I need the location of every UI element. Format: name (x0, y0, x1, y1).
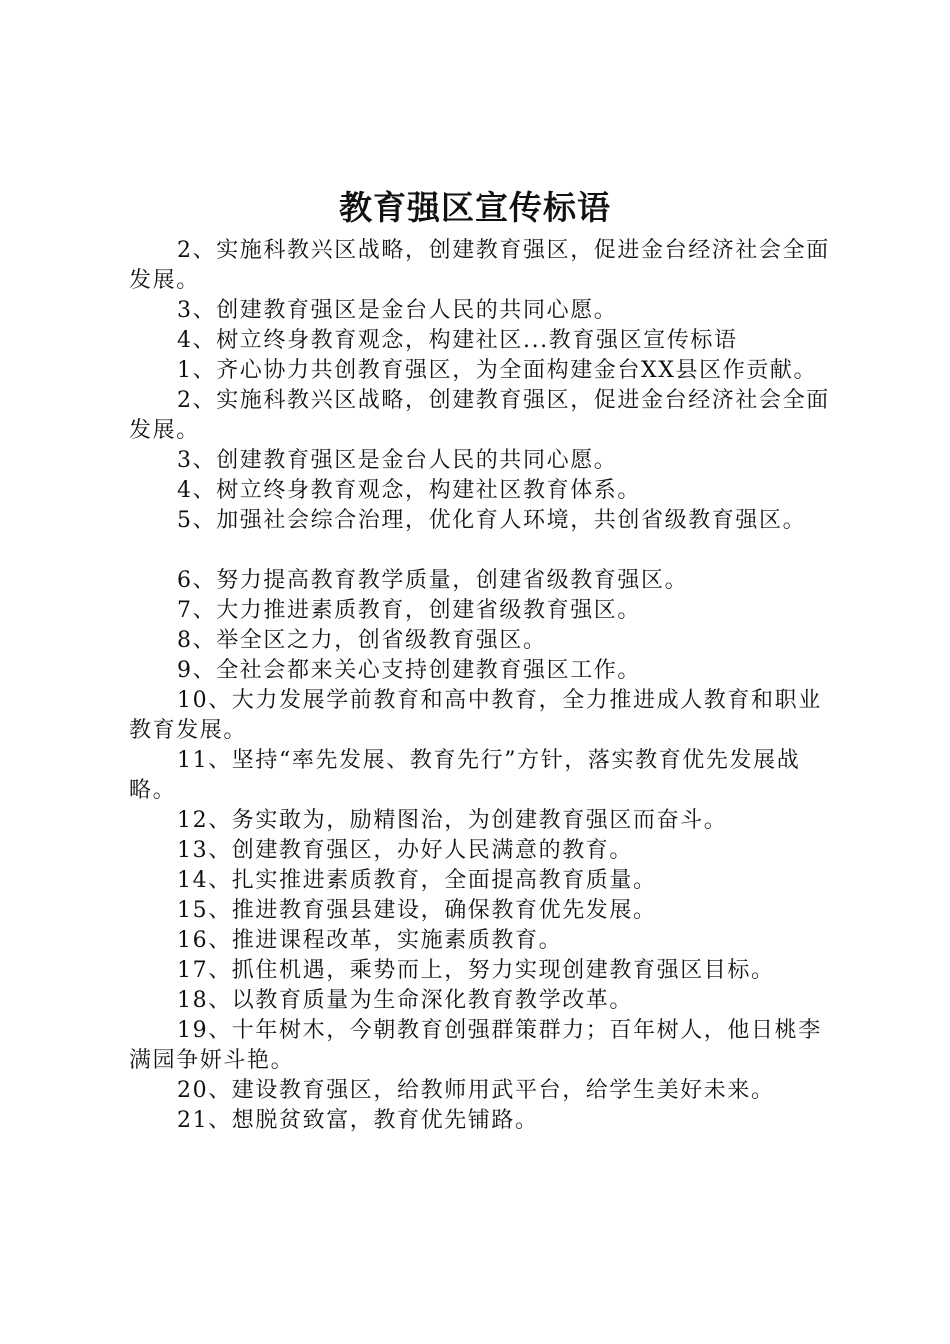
paragraph: 21、想脱贫致富，教育优先铺路。 (177, 1108, 539, 1133)
paragraph: 7、大力推进素质教育，创建省级教育强区。 (177, 598, 641, 623)
paragraph: 12、务实敢为，励精图治，为创建教育强区而奋斗。 (177, 808, 728, 833)
paragraph: 5、加强社会综合治理，优化育人环境，共创省级教育强区。 (177, 508, 807, 533)
paragraph: 2、实施科教兴区战略，创建教育强区，促进金台经济社会全面发展。 (129, 238, 830, 293)
paragraph: 8、举全区之力，创省级教育强区。 (177, 628, 547, 653)
document-title: 教育强区宣传标语 (339, 188, 611, 227)
paragraph: 3、创建教育强区是金台人民的共同心愿。 (177, 298, 618, 323)
paragraph: 14、扎实推进素质教育，全面提高教育质量。 (177, 868, 657, 893)
document-body (129, 236, 841, 1136)
paragraph: 1、齐心协力共创教育强区，为全面构建金台XX县区作贡献。 (177, 358, 818, 383)
paragraph: 2、实施科教兴区战略，创建教育强区，促进金台经济社会全面发展。 (129, 388, 830, 443)
paragraph: 15、推进教育强县建设，确保教育优先发展。 (177, 898, 657, 923)
paragraph: 4、树立终身教育观念，构建社区教育体系。 (177, 478, 641, 503)
paragraph: 20、建设教育强区，给教师用武平台，给学生美好未来。 (177, 1078, 775, 1103)
paragraph: 18、以教育质量为生命深化教育教学改革。 (177, 988, 633, 1013)
paragraph: 11、坚持“率先发展、教育先行”方针，落实教育优先发展战略。 (129, 748, 801, 803)
paragraph: 9、全社会都来关心支持创建教育强区工作。 (177, 658, 641, 683)
paragraph: 4、树立终身教育观念，构建社区...教育强区宣传标语 (177, 328, 738, 353)
paragraph: 3、创建教育强区是金台人民的共同心愿。 (177, 448, 618, 473)
paragraph: 19、十年树木，今朝教育创强群策群力；百年树人，他日桃李满园争妍斗艳。 (129, 1018, 822, 1073)
paragraph: 6、努力提高教育教学质量，创建省级教育强区。 (177, 568, 689, 593)
paragraph: 10、大力发展学前教育和高中教育，全力推进成人教育和职业教育发展。 (129, 688, 822, 743)
paragraph: 16、推进课程改革，实施素质教育。 (177, 928, 563, 953)
paragraph: 13、创建教育强区，办好人民满意的教育。 (177, 838, 633, 863)
paragraph: 17、抓住机遇，乘势而上，努力实现创建教育强区目标。 (177, 958, 775, 983)
